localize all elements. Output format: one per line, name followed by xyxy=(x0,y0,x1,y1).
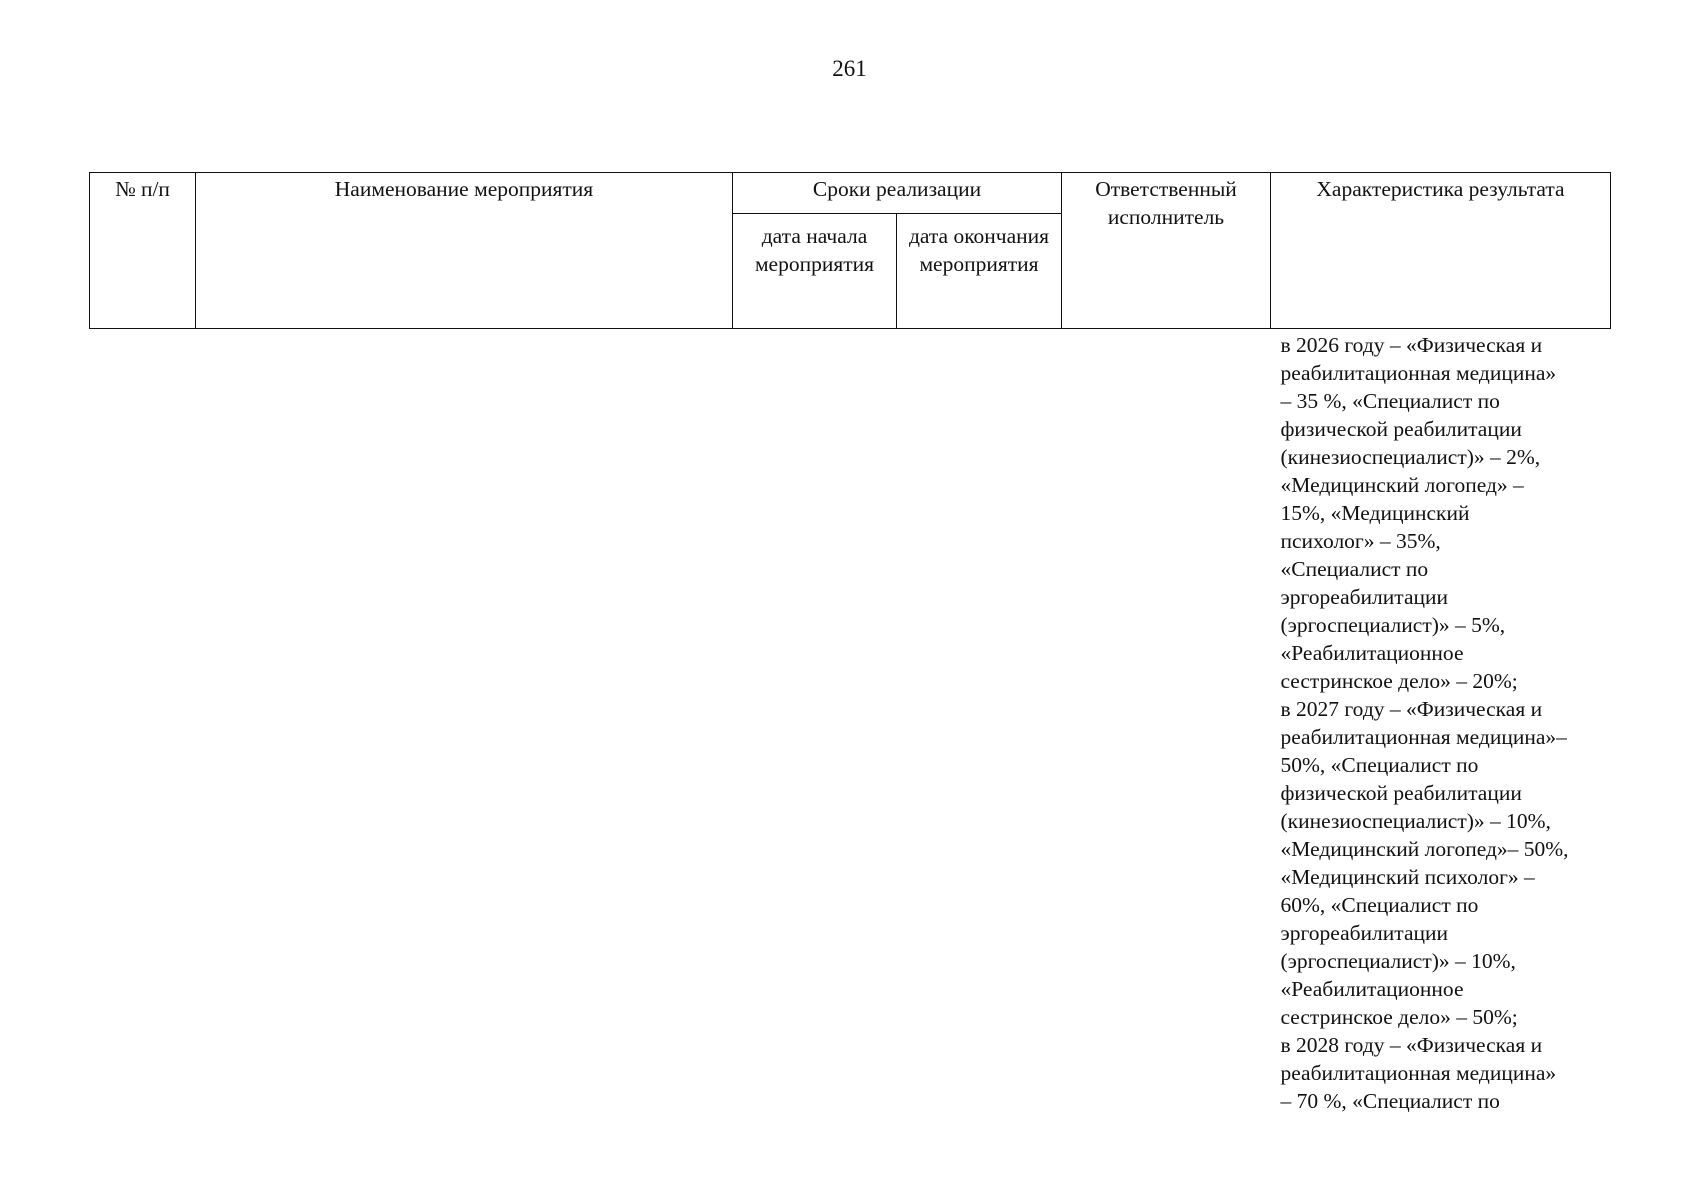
header-name: Наименование мероприятия xyxy=(196,173,733,329)
result-line: психолог» – 35%, xyxy=(1280,529,1441,553)
result-line: физической реабилитации xyxy=(1280,781,1522,805)
result-line: реабилитационная медицина» xyxy=(1280,361,1557,385)
table-row xyxy=(90,329,1611,1116)
result-line: «Медицинский логопед» – xyxy=(1280,473,1524,497)
cell-responsible xyxy=(1062,329,1271,1116)
result-line: «Медицинский логопед»– 50%, xyxy=(1280,837,1569,861)
result-line: 15%, «Медицинский xyxy=(1280,501,1470,525)
header-terms: Сроки реализации xyxy=(733,173,1062,214)
result-line: – 70 %, «Специалист по xyxy=(1280,1089,1500,1113)
result-line: эргореабилитации xyxy=(1280,921,1449,945)
result-line: «Медицинский психолог» – xyxy=(1280,865,1535,889)
cell-name xyxy=(196,329,733,1116)
cell-num xyxy=(90,329,196,1116)
result-line: «Специалист по xyxy=(1280,557,1429,581)
result-line: в 2027 году – «Физическая и xyxy=(1280,697,1543,721)
measures-table xyxy=(89,172,1611,1115)
header-start-date: дата начала мероприятия xyxy=(733,214,897,329)
result-line: – 35 %, «Специалист по xyxy=(1280,389,1500,413)
result-line: (эргоспециалист)» – 5%, xyxy=(1280,613,1506,637)
result-line: сестринское дело» – 20%; xyxy=(1280,669,1518,693)
result-line: в 2028 году – «Физическая и xyxy=(1280,1033,1543,1057)
result-line: в 2026 году – «Физическая и xyxy=(1280,333,1543,357)
result-line: физической реабилитации xyxy=(1280,417,1522,441)
result-line: «Реабилитационное xyxy=(1280,977,1464,1001)
cell-start-date xyxy=(733,329,897,1116)
cell-end-date xyxy=(897,329,1062,1116)
result-line: (кинезиоспециалист)» – 10%, xyxy=(1280,809,1551,833)
result-line: реабилитационная медицина» xyxy=(1280,1061,1557,1085)
header-result: Характеристика результата xyxy=(1271,173,1611,329)
header-responsible: Ответственный исполнитель xyxy=(1062,173,1271,329)
result-line: (эргоспециалист)» – 10%, xyxy=(1280,949,1516,973)
table-header xyxy=(90,173,1611,329)
header-num: № п/п xyxy=(90,173,196,329)
result-line: «Реабилитационное xyxy=(1280,641,1464,665)
result-line: эргореабилитации xyxy=(1280,585,1449,609)
result-line: 60%, «Специалист по xyxy=(1280,893,1479,917)
header-end-date: дата окончания мероприятия xyxy=(897,214,1062,329)
result-line: (кинезиоспециалист)» – 2%, xyxy=(1280,445,1541,469)
result-line: 50%, «Специалист по xyxy=(1280,753,1479,777)
cell-result xyxy=(1271,329,1611,1116)
result-line: реабилитационная медицина»– xyxy=(1280,725,1567,749)
result-line: сестринское дело» – 50%; xyxy=(1280,1005,1518,1029)
page-number: 261 xyxy=(832,56,867,81)
